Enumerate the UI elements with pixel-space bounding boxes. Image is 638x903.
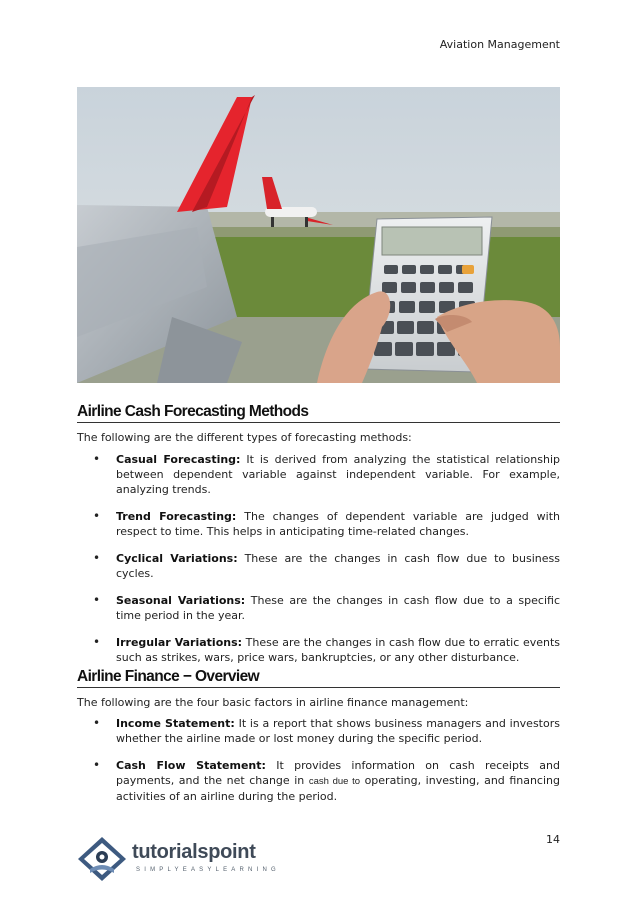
- list-item-term: Casual Forecasting:: [116, 453, 241, 466]
- list-item-term: Income Statement:: [116, 717, 235, 730]
- list-item-term: Irregular Variations:: [116, 636, 243, 649]
- list-item-text: These are the changes in cash flow due to erratic events such as strikes, wars, price wars, bankruptcies, or any other disturbance.: [116, 636, 560, 664]
- bullet-icon: •: [93, 509, 101, 523]
- section-title-cash-forecasting: Airline Cash Forecasting Methods: [77, 403, 560, 423]
- list-item: [77, 452, 560, 497]
- finance-factors-list: [77, 716, 560, 816]
- section-title-finance-overview: Airline Finance − Overview: [77, 668, 560, 688]
- running-header: Aviation Management: [439, 38, 560, 51]
- bullet-icon: •: [93, 758, 101, 772]
- bullet-icon: •: [93, 635, 101, 649]
- list-item-text: It is a report that shows business managers and investors whether the airline made or lost money during the specific period.: [116, 717, 560, 745]
- section-intro-finance: The following are the four basic factors in airline finance management:: [77, 696, 469, 709]
- list-item: [77, 635, 560, 665]
- list-item: [77, 509, 560, 539]
- cover-photo-airplane-calculator: [77, 87, 560, 383]
- list-item-inline-text: cash due to: [308, 776, 361, 787]
- list-item: [77, 716, 560, 746]
- forecasting-methods-list: [77, 452, 560, 677]
- list-item-text: These are the changes in cash flow due to a specific time period in the year.: [116, 594, 560, 622]
- list-item: [77, 551, 560, 581]
- bullet-icon: •: [93, 716, 101, 730]
- section-intro-forecasting: The following are the different types of forecasting methods:: [77, 431, 412, 444]
- logo-wordmark: tutorialspoint: [132, 841, 256, 863]
- logo-tagline: SIMPLYEASYLEARNING: [136, 867, 280, 873]
- bullet-icon: •: [93, 551, 101, 565]
- list-item: [77, 593, 560, 623]
- list-item-text: It is derived from analyzing the statistical relationship between dependent variable against independent variable. For example, analyzing trends.: [116, 453, 561, 496]
- list-item-term: Seasonal Variations:: [116, 594, 246, 607]
- list-item-text: The changes of dependent variable are judged with respect to time. This helps in anticipating time-related changes.: [116, 510, 560, 538]
- list-item-term: Cash Flow Statement:: [116, 759, 266, 772]
- list-item-term: Trend Forecasting:: [116, 510, 237, 523]
- page-number: 14: [546, 833, 560, 846]
- list-item: [77, 758, 560, 804]
- list-item-text: It provides information on cash receipts and payments, and the net change in: [116, 759, 560, 787]
- list-item-text: These are the changes in cash flow due to business cycles.: [116, 552, 561, 580]
- tutorialspoint-logo: [74, 835, 284, 883]
- list-item-term: Cyclical Variations:: [116, 552, 238, 565]
- bullet-icon: •: [93, 593, 101, 607]
- logo-emblem-icon: [74, 835, 130, 883]
- bullet-icon: •: [93, 452, 101, 466]
- list-item-text: operating, investing, and financing activities of an airline during the period.: [116, 774, 560, 803]
